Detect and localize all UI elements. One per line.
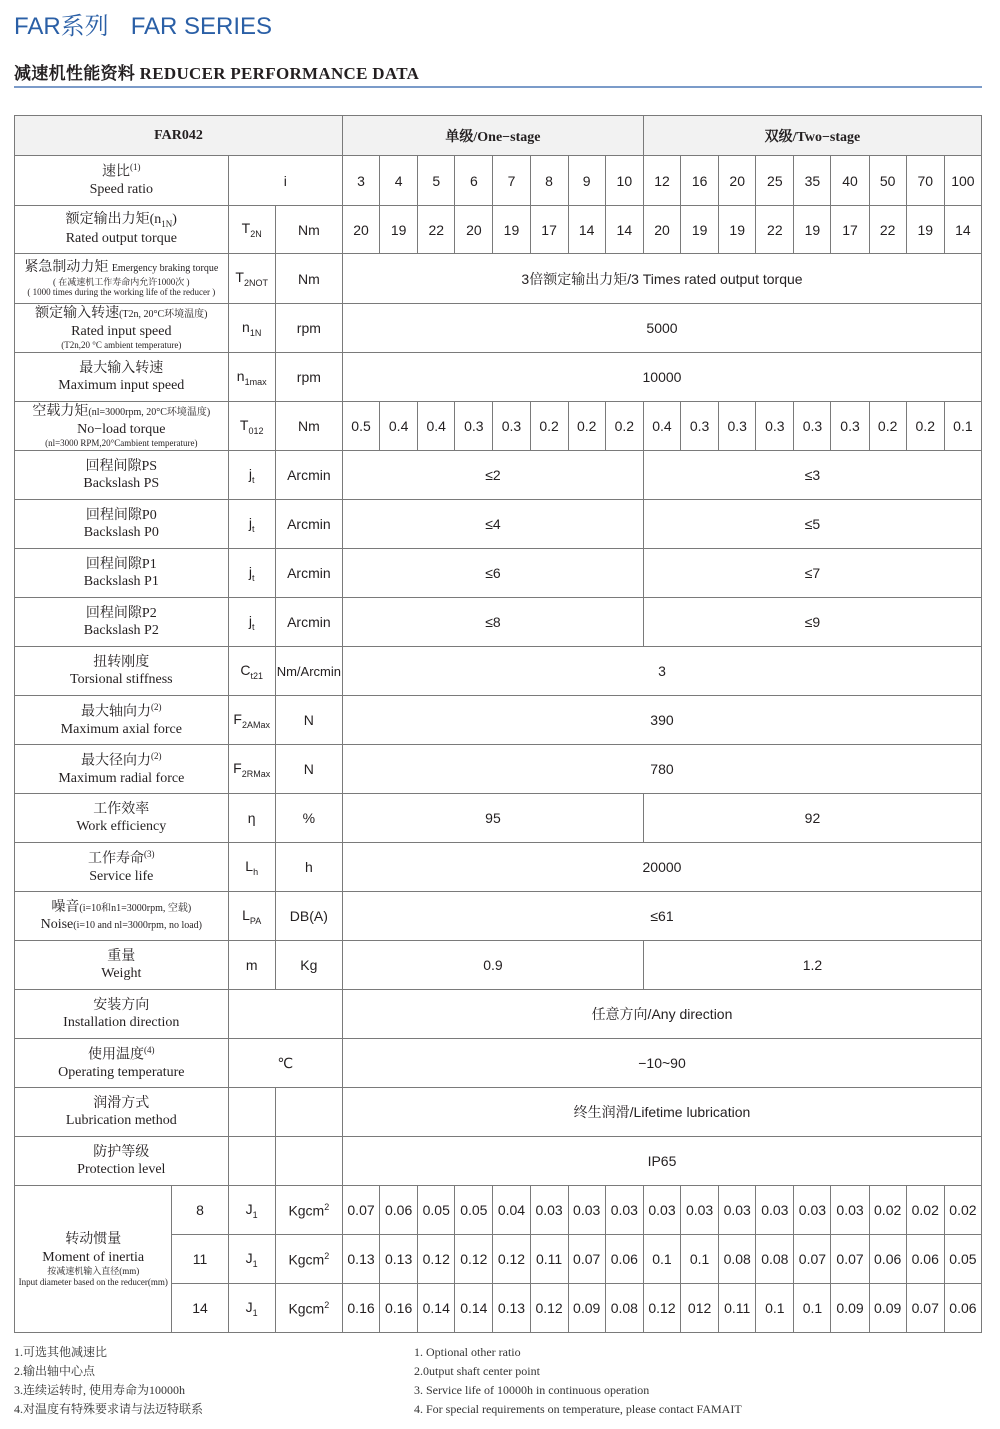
- rated-torque-label: 额定输出力矩$(n_{1N})$ Rated output torque: [15, 206, 229, 254]
- emergency-symbol: $T_{2NOT}$: [228, 254, 275, 304]
- temperature-unit: ℃: [228, 1039, 342, 1088]
- footnote-zh-3: 3.连续运转时, 使用寿命为10000h: [14, 1383, 186, 1397]
- inertia-value-cell: 0.03: [794, 1186, 831, 1235]
- temperature-label: 使用温度$^{(4)}$ Operating temperature: [15, 1039, 229, 1088]
- rated-input-unit: rpm: [275, 304, 342, 353]
- noload-value-cell: 0.2: [568, 402, 605, 451]
- axial-row: [15, 696, 982, 745]
- footnote-en-1: 1. Optional other ratio: [414, 1345, 521, 1359]
- inertia-value-cell: 0.05: [455, 1186, 493, 1235]
- efficiency-two: 92: [643, 794, 981, 843]
- inertia-value-cell: 0.05: [944, 1235, 981, 1284]
- emergency-label: 紧急制动力矩 Emergency braking torque ( 在减速机工作寿命内允许1000次 ) ( 1000 times during the working life of the reducer ): [15, 254, 229, 304]
- inertia-value-cell: 0.03: [756, 1186, 794, 1235]
- series-title-zh: FAR系列: [14, 13, 109, 40]
- installation-blank: [228, 990, 342, 1039]
- rated-torque-value-cell: 17: [530, 206, 568, 254]
- backlash-ps-two: ≤3: [643, 451, 981, 500]
- inertia-value-cell: 0.06: [605, 1235, 643, 1284]
- noload-value-cell: 0.2: [869, 402, 906, 451]
- noise-label: 噪音(i=10和n1=3000rpm, 空载) Noise(i=10 and nl=3000rpm, no load): [15, 892, 229, 941]
- ratio-symbol: i: [228, 156, 342, 206]
- inertia-value-cell: 0.08: [756, 1235, 794, 1284]
- rated-torque-value-cell: 19: [681, 206, 719, 254]
- performance-table: [14, 115, 982, 1333]
- axial-unit: N: [275, 696, 342, 745]
- rated-torque-value-cell: 19: [380, 206, 418, 254]
- backlash-p0-two: ≤5: [643, 500, 981, 549]
- series-title-en: FAR SERIES: [130, 13, 273, 40]
- installation-row: [15, 990, 982, 1039]
- backlash-p0-one: ≤4: [342, 500, 643, 549]
- max-input-label: 最大输入转速 Maximum input speed: [15, 353, 229, 402]
- noload-value-cell: 0.3: [493, 402, 530, 451]
- ratio-value-cell: 70: [906, 156, 944, 206]
- footnote-zh-2: 2.输出轴中心点: [14, 1364, 96, 1378]
- axial-symbol: $F_{2AMax}$: [228, 696, 275, 745]
- inertia-value-cell: 0.11: [530, 1235, 568, 1284]
- rated-torque-unit: Nm: [275, 206, 342, 254]
- temperature-row: [15, 1039, 982, 1088]
- inertia-value-cell: 0.1: [756, 1284, 794, 1333]
- inertia-value-cell: 0.06: [380, 1186, 418, 1235]
- inertia-value-cell: 0.03: [681, 1186, 719, 1235]
- backlash-p0-symbol: $j_t$: [228, 500, 275, 549]
- inertia-value-cell: 0.13: [380, 1235, 418, 1284]
- inertia-value-cell: 0.12: [455, 1235, 493, 1284]
- backlash-p2-row: [15, 598, 982, 647]
- inertia-value-cell: 0.03: [719, 1186, 756, 1235]
- noise-value: ≤61: [342, 892, 981, 941]
- inertia-value-cell: 0.07: [342, 1186, 379, 1235]
- noload-label: 空载力矩(nl=3000rpm, 20°C环境温度) No−load torque (nl=3000 RPM,20°Cambient temperature): [15, 402, 229, 451]
- noload-value-cell: 0.4: [643, 402, 680, 451]
- inertia-value-cell: 0.12: [418, 1235, 455, 1284]
- temperature-value: −10~90: [342, 1039, 981, 1088]
- weight-two: 1.2: [643, 941, 981, 990]
- ratio-value-cell: 9: [568, 156, 605, 206]
- noise-row: [15, 892, 982, 941]
- radial-row: [15, 745, 982, 794]
- noload-value-cell: 0.5: [342, 402, 379, 451]
- noload-value-cell: 0.4: [418, 402, 455, 451]
- max-input-row: [15, 353, 982, 402]
- rated-torque-row: [15, 206, 982, 254]
- rated-torque-value-cell: 14: [944, 206, 981, 254]
- radial-label: 最大径向力$^{(2)}$ Maximum radial force: [15, 745, 229, 794]
- efficiency-unit: %: [275, 794, 342, 843]
- inertia-diameter: 11: [172, 1235, 228, 1284]
- stiffness-row: [15, 647, 982, 696]
- noload-row: [15, 402, 982, 451]
- ratio-value-cell: 5: [418, 156, 455, 206]
- ratio-value-cell: 35: [794, 156, 831, 206]
- ratio-row: [15, 156, 982, 206]
- lubrication-unit-blank: [275, 1088, 342, 1137]
- emergency-row: [15, 254, 982, 304]
- axial-label: 最大轴向力$^{(2)}$ Maximum axial force: [15, 696, 229, 745]
- noise-unit: DB(A): [275, 892, 342, 941]
- rated-torque-symbol: $T_{2N}$: [228, 206, 275, 254]
- backlash-p2-one: ≤8: [342, 598, 643, 647]
- noload-value-cell: 0.2: [605, 402, 643, 451]
- weight-row: [15, 941, 982, 990]
- footnotes-en: [414, 1343, 742, 1419]
- ratio-value-cell: 40: [831, 156, 869, 206]
- protection-row: [15, 1137, 982, 1186]
- inertia-value-cell: 0.02: [906, 1186, 944, 1235]
- stiffness-unit: Nm/Arcmin: [275, 647, 342, 696]
- inertia-diameter: 8: [172, 1186, 228, 1235]
- backlash-ps-label: 回程间隙PS Backslash PS: [15, 451, 229, 500]
- inertia-value-cell: 0.13: [493, 1284, 530, 1333]
- footnote-en-3: 3. Service life of 10000h in continuous operation: [414, 1383, 650, 1397]
- rated-torque-value-cell: 19: [719, 206, 756, 254]
- inertia-value-cell: 0.07: [794, 1235, 831, 1284]
- ratio-value-cell: 16: [681, 156, 719, 206]
- header-row: [15, 116, 982, 156]
- rated-input-symbol: $n_{1N}$: [228, 304, 275, 353]
- inertia-unit: Kgcm$^2$: [275, 1186, 342, 1235]
- axial-value: 390: [342, 696, 981, 745]
- rated-input-value: 5000: [342, 304, 981, 353]
- inertia-value-cell: 0.08: [719, 1235, 756, 1284]
- lubrication-row: [15, 1088, 982, 1137]
- footnote-zh-1: 1.可选其他减速比: [14, 1345, 108, 1359]
- backlash-p0-label: 回程间隙P0 Backslash P0: [15, 500, 229, 549]
- ratio-value-cell: 7: [493, 156, 530, 206]
- backlash-p1-unit: Arcmin: [275, 549, 342, 598]
- backlash-p2-unit: Arcmin: [275, 598, 342, 647]
- inertia-value-cell: 0.09: [568, 1284, 605, 1333]
- life-label: 工作寿命$^{(3)}$ Service life: [15, 843, 229, 892]
- inertia-row-8: [15, 1186, 982, 1235]
- ratio-value-cell: 100: [944, 156, 981, 206]
- inertia-value-cell: 0.12: [643, 1284, 680, 1333]
- noload-value-cell: 0.3: [681, 402, 719, 451]
- efficiency-row: [15, 794, 982, 843]
- noload-value-cell: 0.2: [530, 402, 568, 451]
- rated-torque-value-cell: 22: [418, 206, 455, 254]
- inertia-unit: Kgcm$^2$: [275, 1284, 342, 1333]
- life-symbol: $L_h$: [228, 843, 275, 892]
- ratio-value-cell: 50: [869, 156, 906, 206]
- installation-label: 安装方向 Installation direction: [15, 990, 229, 1039]
- footnote-en-4: 4. For special requirements on temperature, please contact FAMAIT: [414, 1402, 742, 1416]
- inertia-value-cell: 0.03: [605, 1186, 643, 1235]
- inertia-value-cell: 0.12: [530, 1284, 568, 1333]
- stiffness-value: 3: [342, 647, 981, 696]
- rated-torque-value-cell: 20: [455, 206, 493, 254]
- inertia-value-cell: 0.05: [418, 1186, 455, 1235]
- backlash-p1-label: 回程间隙P1 Backslash P1: [15, 549, 229, 598]
- weight-one: 0.9: [342, 941, 643, 990]
- inertia-value-cell: 0.03: [831, 1186, 869, 1235]
- radial-unit: N: [275, 745, 342, 794]
- inertia-value-cell: 0.14: [455, 1284, 493, 1333]
- inertia-symbol: $J_1$: [228, 1235, 275, 1284]
- backlash-ps-symbol: $j_t$: [228, 451, 275, 500]
- backlash-p1-two: ≤7: [643, 549, 981, 598]
- max-input-symbol: $n_{1max}$: [228, 353, 275, 402]
- inertia-symbol: $J_1$: [228, 1284, 275, 1333]
- backlash-ps-row: [15, 451, 982, 500]
- inertia-value-cell: 0.16: [342, 1284, 379, 1333]
- inertia-value-cell: 0.16: [380, 1284, 418, 1333]
- emergency-unit: Nm: [275, 254, 342, 304]
- protection-sym-blank: [228, 1137, 275, 1186]
- lubrication-sym-blank: [228, 1088, 275, 1137]
- inertia-value-cell: 0.1: [643, 1235, 680, 1284]
- ratio-value-cell: 6: [455, 156, 493, 206]
- inertia-value-cell: 0.11: [719, 1284, 756, 1333]
- footnotes-zh: [14, 1343, 203, 1419]
- rated-torque-value-cell: 19: [906, 206, 944, 254]
- weight-unit: Kg: [275, 941, 342, 990]
- ratio-value-cell: 10: [605, 156, 643, 206]
- efficiency-one: 95: [342, 794, 643, 843]
- series-title: [14, 6, 272, 41]
- backlash-p2-label: 回程间隙P2 Backslash P2: [15, 598, 229, 647]
- model-header: FAR042: [15, 116, 343, 156]
- section-divider: [14, 86, 982, 88]
- inertia-value-cell: 0.13: [342, 1235, 379, 1284]
- noload-value-cell: 0.4: [380, 402, 418, 451]
- two-stage-header: 双级/Two−stage: [643, 116, 981, 156]
- backlash-p2-symbol: $j_t$: [228, 598, 275, 647]
- rated-torque-value-cell: 19: [493, 206, 530, 254]
- ratio-value-cell: 20: [719, 156, 756, 206]
- inertia-value-cell: 0.03: [530, 1186, 568, 1235]
- weight-symbol: m: [228, 941, 275, 990]
- installation-value: 任意方向/Any direction: [342, 990, 981, 1039]
- backlash-ps-one: ≤2: [342, 451, 643, 500]
- footnote-en-2: 2.0utput shaft center point: [414, 1364, 540, 1378]
- ratio-value-cell: 4: [380, 156, 418, 206]
- protection-value: IP65: [342, 1137, 981, 1186]
- weight-label: 重量 Weight: [15, 941, 229, 990]
- section-title: 减速机性能资料 REDUCER PERFORMANCE DATA: [14, 64, 420, 83]
- inertia-symbol: $J_1$: [228, 1186, 275, 1235]
- inertia-value-cell: 012: [681, 1284, 719, 1333]
- rated-torque-value-cell: 22: [756, 206, 794, 254]
- max-input-value: 10000: [342, 353, 981, 402]
- radial-value: 780: [342, 745, 981, 794]
- emergency-value: 3倍额定输出力矩/3 Times rated output torque: [342, 254, 981, 304]
- backlash-p1-symbol: $j_t$: [228, 549, 275, 598]
- protection-unit-blank: [275, 1137, 342, 1186]
- radial-symbol: $F_{2RMax}$: [228, 745, 275, 794]
- inertia-value-cell: 0.1: [681, 1235, 719, 1284]
- inertia-diameter: 14: [172, 1284, 228, 1333]
- backlash-p1-row: [15, 549, 982, 598]
- rated-torque-value-cell: 17: [831, 206, 869, 254]
- inertia-value-cell: 0.03: [643, 1186, 680, 1235]
- noload-unit: Nm: [275, 402, 342, 451]
- rated-input-label: 额定输入转速(T2n, 20°C环境温度) Rated input speed (T2n,20 °C ambient temperature): [15, 304, 229, 353]
- noload-value-cell: 0.1: [944, 402, 981, 451]
- inertia-value-cell: 0.08: [605, 1284, 643, 1333]
- life-row: [15, 843, 982, 892]
- inertia-value-cell: 0.09: [869, 1284, 906, 1333]
- stiffness-label: 扭转刚度 Torsional stiffness: [15, 647, 229, 696]
- ratio-value-cell: 3: [342, 156, 379, 206]
- noload-value-cell: 0.3: [455, 402, 493, 451]
- noise-symbol: $L_{PA}$: [228, 892, 275, 941]
- noload-symbol: $T_{012}$: [228, 402, 275, 451]
- life-unit: h: [275, 843, 342, 892]
- noload-value-cell: 0.3: [831, 402, 869, 451]
- efficiency-symbol: η: [228, 794, 275, 843]
- stiffness-symbol: $C_{t21}$: [228, 647, 275, 696]
- backlash-ps-unit: Arcmin: [275, 451, 342, 500]
- inertia-value-cell: 0.06: [906, 1235, 944, 1284]
- inertia-value-cell: 0.12: [493, 1235, 530, 1284]
- noload-value-cell: 0.2: [906, 402, 944, 451]
- noload-value-cell: 0.3: [756, 402, 794, 451]
- noload-value-cell: 0.3: [794, 402, 831, 451]
- inertia-unit: Kgcm$^2$: [275, 1235, 342, 1284]
- inertia-value-cell: 0.03: [568, 1186, 605, 1235]
- backlash-p0-unit: Arcmin: [275, 500, 342, 549]
- footnote-zh-4: 4.对温度有特殊要求请与法迈特联系: [14, 1402, 204, 1416]
- inertia-value-cell: 0.1: [794, 1284, 831, 1333]
- ratio-label: 速比$^{(1)}$ Speed ratio: [15, 156, 229, 206]
- rated-torque-value-cell: 14: [568, 206, 605, 254]
- max-input-unit: rpm: [275, 353, 342, 402]
- protection-label: 防护等级 Protection level: [15, 1137, 229, 1186]
- efficiency-label: 工作效率 Work efficiency: [15, 794, 229, 843]
- inertia-value-cell: 0.14: [418, 1284, 455, 1333]
- life-value: 20000: [342, 843, 981, 892]
- inertia-value-cell: 0.02: [869, 1186, 906, 1235]
- backlash-p0-row: [15, 500, 982, 549]
- rated-torque-value-cell: 14: [605, 206, 643, 254]
- inertia-value-cell: 0.02: [944, 1186, 981, 1235]
- rated-input-row: [15, 304, 982, 353]
- lubrication-value: 终生润滑/Lifetime lubrication: [342, 1088, 981, 1137]
- inertia-value-cell: 0.07: [831, 1235, 869, 1284]
- inertia-value-cell: 0.06: [944, 1284, 981, 1333]
- ratio-value-cell: 12: [643, 156, 680, 206]
- rated-torque-value-cell: 20: [643, 206, 680, 254]
- backlash-p2-two: ≤9: [643, 598, 981, 647]
- ratio-value-cell: 25: [756, 156, 794, 206]
- inertia-value-cell: 0.09: [831, 1284, 869, 1333]
- ratio-value-cell: 8: [530, 156, 568, 206]
- inertia-label: 转动惯量 Moment of inertia 按减速机输入直径(mm) Input diameter based on the reducer(mm): [15, 1186, 172, 1333]
- noload-value-cell: 0.3: [719, 402, 756, 451]
- inertia-value-cell: 0.07: [906, 1284, 944, 1333]
- rated-torque-value-cell: 22: [869, 206, 906, 254]
- one-stage-header: 单级/One−stage: [342, 116, 643, 156]
- rated-torque-value-cell: 19: [794, 206, 831, 254]
- rated-torque-value-cell: 20: [342, 206, 379, 254]
- inertia-value-cell: 0.07: [568, 1235, 605, 1284]
- inertia-value-cell: 0.06: [869, 1235, 906, 1284]
- backlash-p1-one: ≤6: [342, 549, 643, 598]
- inertia-value-cell: 0.04: [493, 1186, 530, 1235]
- lubrication-label: 润滑方式 Lubrication method: [15, 1088, 229, 1137]
